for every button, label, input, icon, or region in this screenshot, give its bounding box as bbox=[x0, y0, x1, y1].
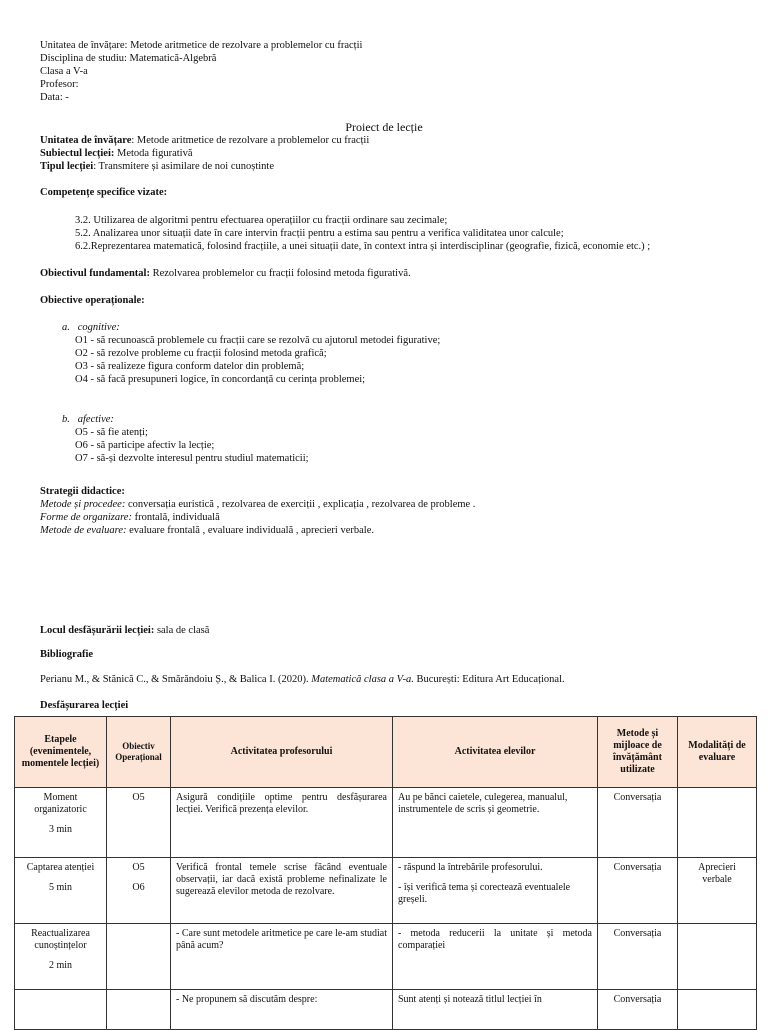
methods-cell: Conversația bbox=[598, 990, 678, 1030]
objective-cell: O5 bbox=[107, 788, 171, 858]
bibliography-entry: Perianu M., & Stănică C., & Smărăndoiu Ș., & Balica I. (2020). Matematică clasa a V-a. București: Editura Art Educațional. bbox=[40, 674, 565, 685]
competences-heading: Competențe specifice vizate: bbox=[40, 187, 168, 198]
header-teacher: Profesor: bbox=[40, 79, 79, 90]
header-date: Data: - bbox=[40, 92, 69, 103]
detail-type: Tipul lecției: Transmitere și asimilare de noi cunoștinte bbox=[40, 161, 274, 172]
student-activity-cell: - metoda reducerii la unitate și metoda comparației bbox=[393, 924, 598, 990]
stage-cell: Reactualizarea cunoștințelor 2 min bbox=[15, 924, 107, 990]
strategies-heading: Strategii didactice: bbox=[40, 486, 125, 497]
competences-list bbox=[40, 215, 740, 254]
strategies-forms: Forme de organizare: frontală, individuală bbox=[40, 512, 220, 523]
strategies bbox=[40, 486, 740, 538]
document-header bbox=[40, 40, 362, 105]
stage-cell: Moment organizatoric 3 min bbox=[15, 788, 107, 858]
cognitive-label: a. cognitive: bbox=[62, 322, 120, 333]
objective-cell: O5 O6 bbox=[107, 858, 171, 924]
lesson-details bbox=[40, 135, 740, 174]
competence-item: 5.2. Analizarea unor situații date în care intervin fracții pentru a estima sau pentru a verifica validitatea unor calcule; bbox=[75, 228, 564, 239]
fundamental-objective: Obiectivul fundamental: Rezolvarea problemelor cu fracții folosind metoda figurativă. bbox=[40, 268, 411, 279]
objective-item: O3 - să realizeze figura conform datelor din problemă; bbox=[75, 361, 305, 372]
student-activity-cell: Sunt atenți și notează titlul lecției în bbox=[393, 990, 598, 1030]
affective-label: b. afective: bbox=[62, 414, 114, 425]
objective-item: O4 - să facă presupuneri logice, în concordanță cu cerința problemei; bbox=[75, 374, 366, 385]
teacher-activity-cell: Asigură condițiile optime pentru desfășurarea lecției. Verifică prezența elevilor. bbox=[171, 788, 393, 858]
strategies-evaluation: Metode de evaluare: evaluare frontală , evaluare individuală , aprecieri verbale. bbox=[40, 525, 374, 536]
methods-cell: Conversația bbox=[598, 858, 678, 924]
teacher-activity-cell: - Ne propunem să discutăm despre: bbox=[171, 990, 393, 1030]
strategies-methods: Metode și procedee: conversația euristică , rezolvarea de exerciții , explicația , rezolvarea de probleme . bbox=[40, 499, 476, 510]
lesson-location: Locul desfășurării lecției: sala de clasă bbox=[40, 625, 210, 636]
header-discipline: Disciplina de studiu: Matematică-Algebră bbox=[40, 53, 217, 64]
objective-item: O7 - să-și dezvolte interesul pentru studiul matematicii; bbox=[75, 453, 309, 464]
column-header: Etapele (evenimentele, momentele lecției) bbox=[15, 717, 107, 788]
column-header: Activitatea elevilor bbox=[393, 717, 598, 788]
objective-cell bbox=[107, 924, 171, 990]
table-row bbox=[15, 924, 757, 990]
student-activity-cell: - răspund la întrebările profesorului. - își verifică tema și corectează eventualele greșeli. bbox=[393, 858, 598, 924]
lesson-flow-table bbox=[14, 716, 757, 1030]
methods-cell: Conversația bbox=[598, 788, 678, 858]
objective-item: O6 - să participe afectiv la lecție; bbox=[75, 440, 215, 451]
evaluation-cell: Aprecieri verbale bbox=[678, 858, 757, 924]
cognitive-objectives bbox=[40, 322, 740, 387]
objective-item: O5 - să fie atenți; bbox=[75, 427, 148, 438]
column-header: Modalități de evaluare bbox=[678, 717, 757, 788]
methods-cell: Conversația bbox=[598, 924, 678, 990]
bibliography-heading: Bibliografie bbox=[40, 649, 94, 660]
teacher-activity-cell: Verifică frontal temele scrise făcând eventuale observații, iar dacă există probleme nefinalizate le sugerează elevilor metoda de rezolvare. bbox=[171, 858, 393, 924]
column-header: Obiectiv Operațional bbox=[107, 717, 171, 788]
table-row bbox=[15, 858, 757, 924]
table-header-row bbox=[15, 717, 757, 788]
operational-objectives-heading: Obiective operaționale: bbox=[40, 295, 145, 306]
stage-cell: Captarea atenției 5 min bbox=[15, 858, 107, 924]
detail-unit: Unitatea de învățare: Metode aritmetice de rezolvare a problemelor cu fracții bbox=[40, 135, 370, 146]
lesson-flow-heading: Desfășurarea lecției bbox=[40, 700, 129, 711]
evaluation-cell bbox=[678, 924, 757, 990]
column-header: Activitatea profesorului bbox=[171, 717, 393, 788]
header-unit: Unitatea de învățare: Metode aritmetice de rezolvare a problemelor cu fracții bbox=[40, 40, 363, 51]
objective-item: O1 - să recunoască problemele cu fracții care se rezolvă cu ajutorul metodei figurative; bbox=[75, 335, 441, 346]
document-title: Proiect de lecție bbox=[345, 120, 423, 134]
table-row bbox=[15, 788, 757, 858]
column-header: Metode și mijloace de învățământ utilizate bbox=[598, 717, 678, 788]
teacher-activity-cell: - Care sunt metodele aritmetice pe care le-am studiat până acum? bbox=[171, 924, 393, 990]
evaluation-cell bbox=[678, 788, 757, 858]
competence-item: 6.2.Reprezentarea matematică, folosind fracțiile, a unei situații date, în context intra și interdisciplinar (geografie, fizică, economie etc.) ; bbox=[75, 241, 651, 252]
header-grade: Clasa a V-a bbox=[40, 66, 88, 77]
student-activity-cell: Au pe bănci caietele, culegerea, manualul, instrumentele de scris și geometrie. bbox=[393, 788, 598, 858]
objective-item: O2 - să rezolve probleme cu fracții folosind metoda grafică; bbox=[75, 348, 327, 359]
competence-item: 3.2. Utilizarea de algoritmi pentru efectuarea operațiilor cu fracții ordinare sau zecimale; bbox=[75, 215, 448, 226]
affective-objectives bbox=[40, 414, 740, 466]
detail-subject: Subiectul lecției: Metoda figurativă bbox=[40, 148, 193, 159]
